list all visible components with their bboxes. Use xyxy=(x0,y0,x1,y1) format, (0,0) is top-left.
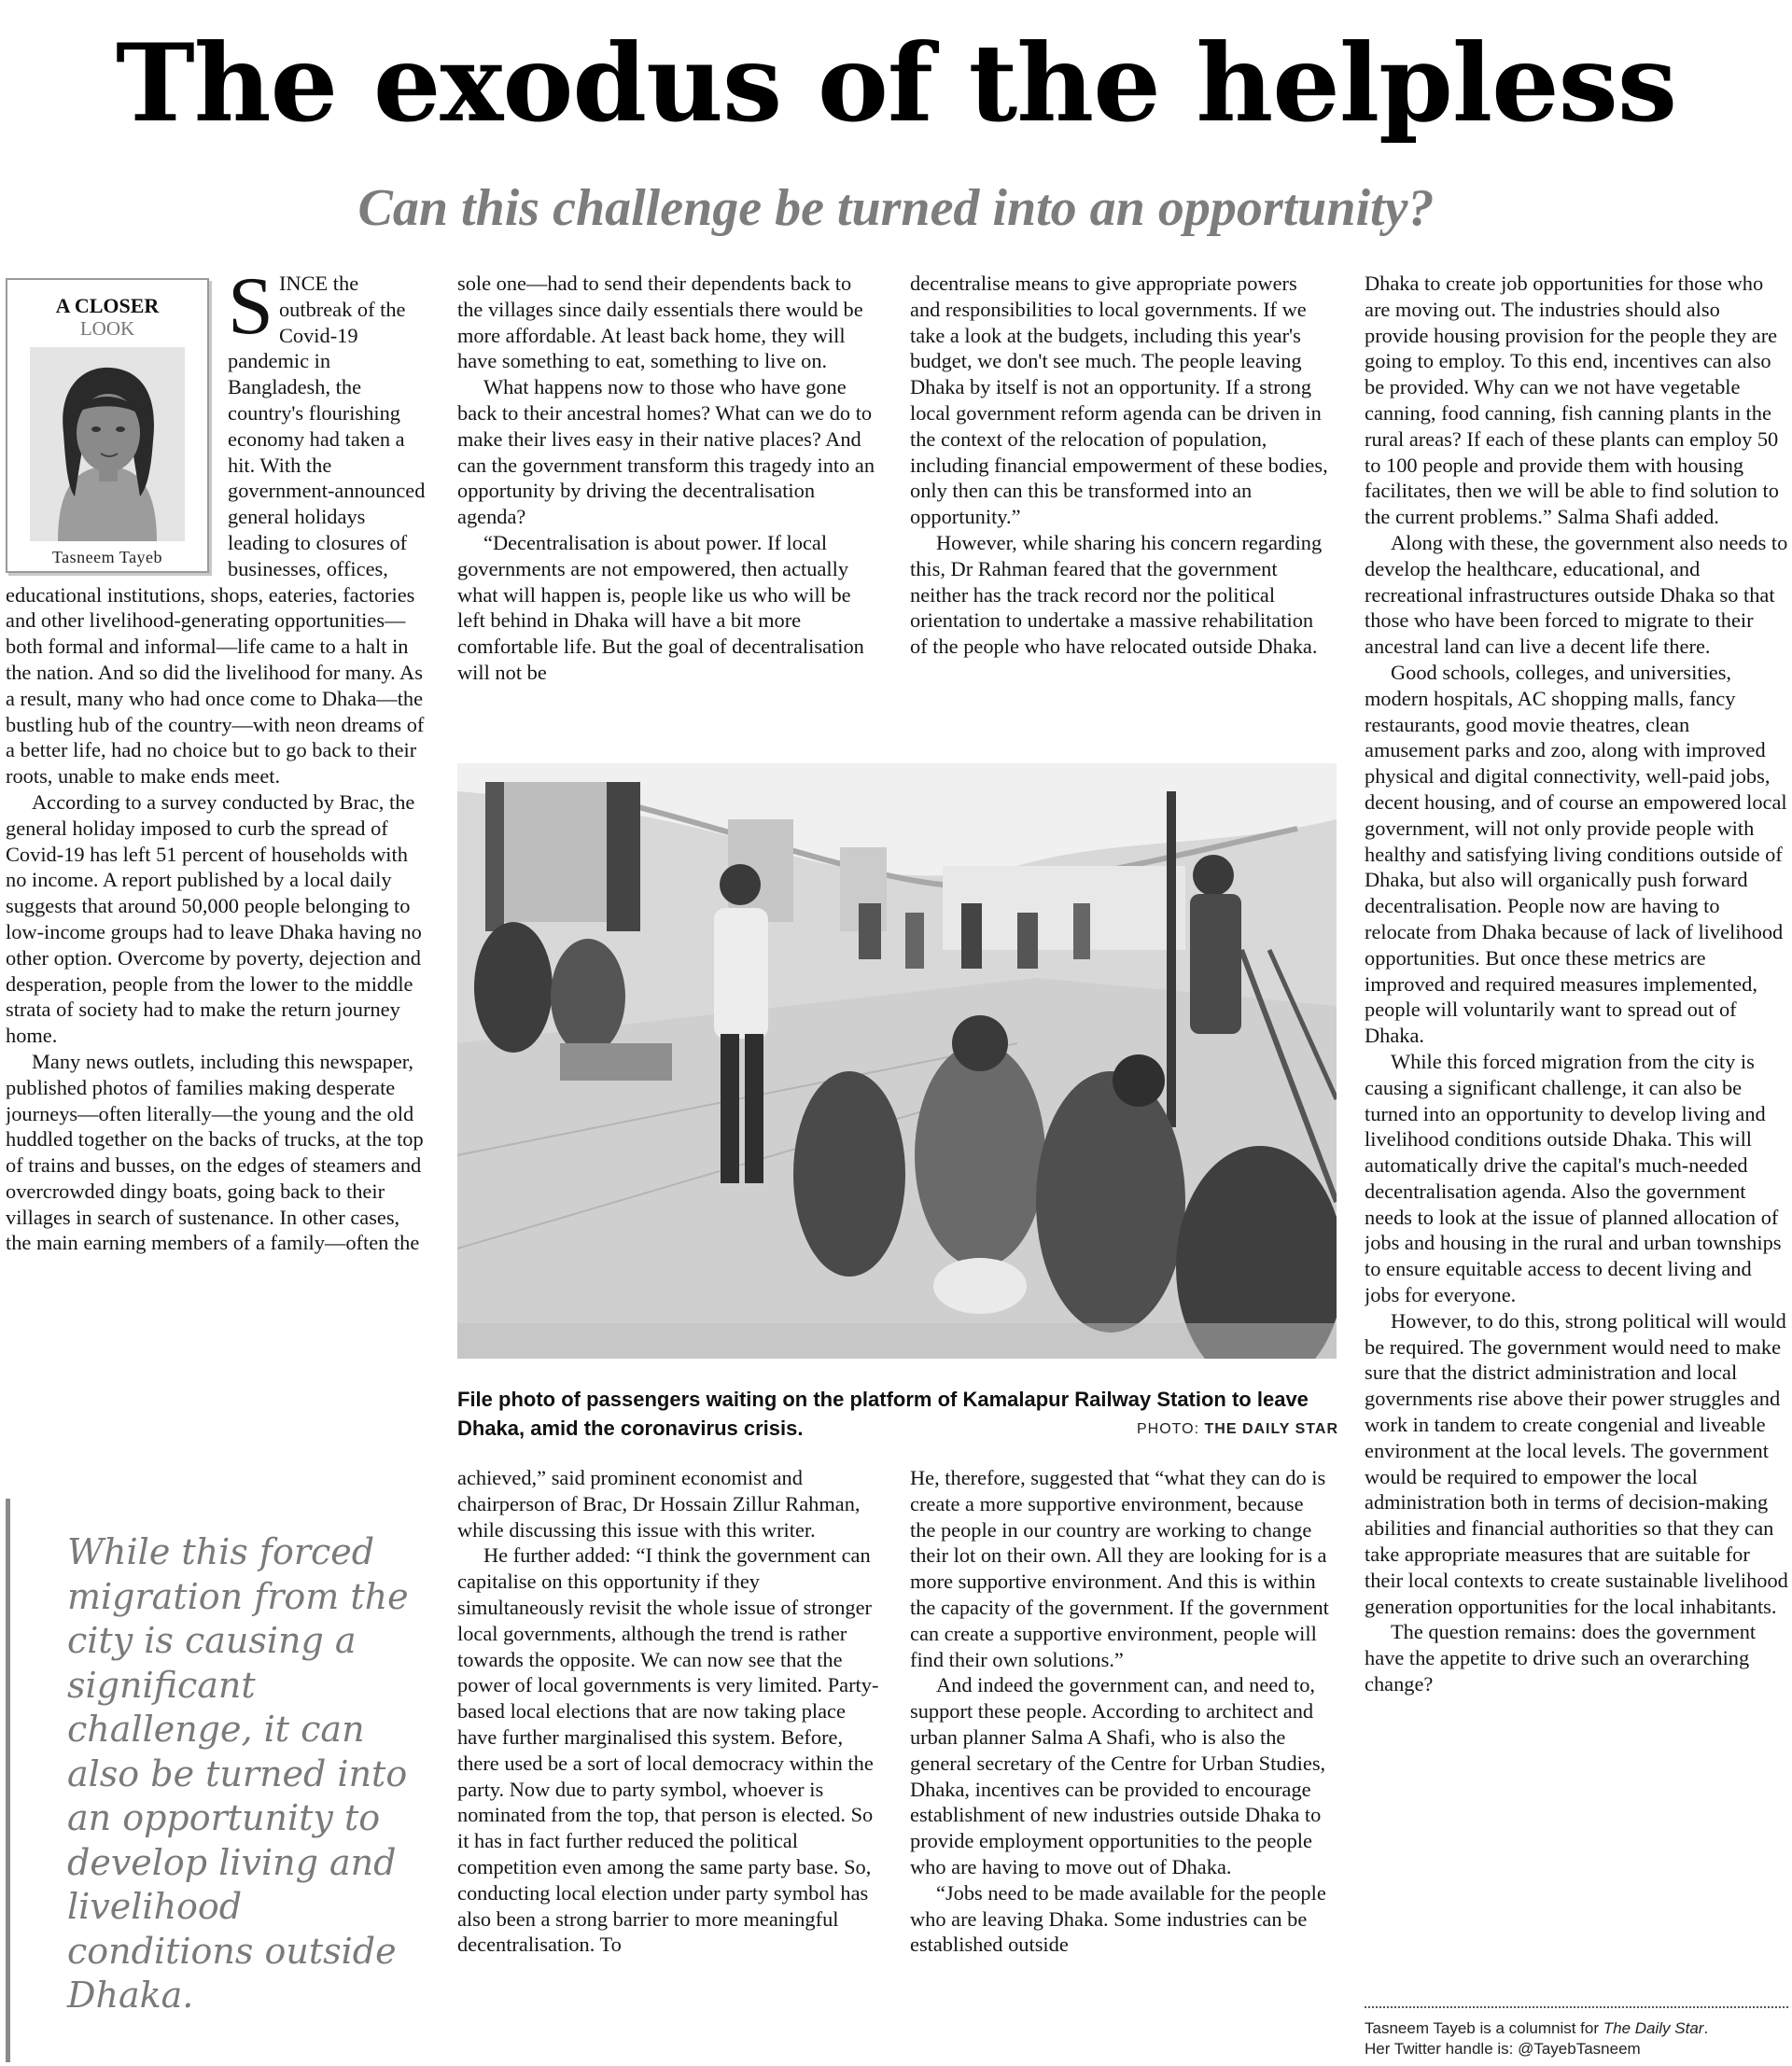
article-column-3-top xyxy=(910,271,1332,748)
article-column-2-bottom xyxy=(457,1465,887,2066)
paragraph: According to a survey conducted by Brac, the general holiday imposed to curb the spread of Covid-19 has left 51 percent of households with no income. A report published by a local daily suggests that around 50,000 people belonging to low-income groups had to leave Dhaka having no other option. Overcome by poverty, dejection and desperation, people from the lower to the middle strata of society had to make the return journey home. xyxy=(6,789,422,1048)
bio-text: Tasneem Tayeb is a columnist for xyxy=(1365,2019,1603,2037)
headline: The exodus of the helpless xyxy=(115,21,1677,146)
column-subtitle: LOOK xyxy=(79,317,135,340)
paragraph-text: INCE the outbreak of the Covid-19 pandemic in Bangladesh, the country's flourishing economy had taken a hit. With the government-announced general holidays leading to closures of businesses, offices, educational institutions, shops, eateries, factories and other livelihood-generating opportunities—both formal and informal—life came to a halt in the nation. And so did the livelihood for many. As a result, many who had once come to Dhaka—the bustling hub of the country—with neon dreams of a better life, had no choice but to go back to their roots, unable to make ends meet. xyxy=(6,272,426,789)
publication-name: The Daily Star xyxy=(1603,2019,1704,2037)
paragraph: However, while sharing his concern regarding this, Dr Rahman feared that the government neither has the track record nor the political orientation to undertake a massive rehabilitation of the people who have relocated outside Dhaka. xyxy=(910,530,1323,659)
paragraph: While this forced migration from the city is causing a significant challenge, it can also be turned into an opportunity to develop living and livelihood conditions outside Dhaka. This will automatically drive the capital's much-needed decentralisation agenda. Also the government needs to look at the issue of planned allocation of jobs and housing in the rural and urban townships to ensure equitable access to decent living and jobs for everyone. xyxy=(1365,1049,1782,1307)
paragraph: And indeed the government can, and need to, support these people. According to architect and urban planner Salma A Shafi, who is also the general secretary of the Centre for Urban Studies, Dhaka, incentives can be provided to encourage establishment of new industries outside Dhaka to provide employment opportunities to the people who are having to move out of Dhaka. xyxy=(910,1673,1326,1878)
news-photo xyxy=(457,763,1337,1359)
pullquote: While this forced migration from the city is causing a significant challenge, it can also be turned into an opportunity to develop living and livelihood conditions outside Dhaka. xyxy=(67,1531,409,2016)
columnist-box xyxy=(6,278,209,573)
author-name: Tasneem Tayeb xyxy=(51,548,163,566)
paragraph: He, therefore, suggested that “what they can do is create a more supportive environment, because the people in our country are working to change their lot on their own. All they are looking for is a more supportive environment. And this is within the capacity of the government. If the government can create a supportive environment, people will find their own solutions.” xyxy=(910,1466,1329,1671)
bio-divider xyxy=(1365,2006,1788,2008)
paragraph: Dhaka to create job opportunities for those who are moving out. The industries should also provide housing provision for the people they are going to employ. To this end, incentives can also be provided. Why can we not have vegetable canning, food canning, fish canning plants in the rural areas? If each of these plants can employ 50 to 100 people and provide them with housing facilitates, then we will be able to find solution to the current problems.” Salma Shafi added. xyxy=(1365,272,1779,529)
author-bio xyxy=(1365,2018,1788,2059)
article-column-1 xyxy=(6,271,426,1474)
paragraph: “Jobs need to be made available for the people who are leaving Dhaka. Some industries can be established outside xyxy=(910,1880,1326,1957)
author-portrait xyxy=(30,347,185,541)
article-column-4 xyxy=(1365,271,1788,2025)
paragraph: Many news outlets, including this newspaper, published photos of families making desperate journeys—often literally—the young and the old huddled together on the backs of trucks, at the top of trains and busses, on the edges of steamers and overcrowded dingy boats, going back to their villages in search of sustenance. In other cases, the main earning members of a family—often the xyxy=(6,1049,424,1255)
paragraph: He further added: “I think the government can capitalise on this opportunity if they simultaneously revisit the whole issue of stronger local governments, although the trend is rather towards the opposite. We can now see that the power of local governments is very limited. Party-based local elections that are now taking place have further marginalised this system. Before, there used be a sort of local democracy within the party. Now due to party symbol, whoever is nominated from the top, that person is elected. So it has in fact further reduced the political competition even among the same party base. So, conducting local election under party symbol has also been a strong barrier to more meaningful decentralisation. To xyxy=(457,1543,879,1957)
paragraph: However, to do this, strong political will would be required. The government would need to make sure that the district administration and local governments rise above their power struggles and work in tandem to create congenial and liveable environment at the local levels. The government would be required to empower the local administration both in terms of decision-making abilities and financial authorities so that they can take appropriate measures that are suitable for their local contexts to create sustainable livelihood generation opportunities for the local inhabitants. xyxy=(1365,1308,1788,1618)
photo-caption: File photo of passengers waiting on the platform of Kamalapur Railway Station to leave Dhaka, amid the coronavirus crisis. xyxy=(457,1388,1309,1440)
photo-credit xyxy=(1137,1421,1338,1438)
photo-credit-prefix: PHOTO: xyxy=(1137,1421,1200,1437)
paragraph: Good schools, colleges, and universities, modern hospitals, AC shopping malls, fancy restaurants, good movie theatres, clean amusement parks and zoo, along with improved physical and digital connectivity, well-paid jobs, decent housing, and of course an empowered local government, will not only provide people with healthy and satisfying living conditions outside of Dhaka, but also will organically push forward decentralisation. People now are having to relocate from Dhaka because of lack of livelihood opportunities. But once these metrics are improved and required measures implemented, people will voluntarily want to spread out of Dhaka. xyxy=(1365,660,1787,1048)
subheadline: Can this challenge be turned into an opportunity? xyxy=(357,179,1435,237)
paragraph: Along with these, the government also needs to develop the healthcare, educational, and recreational infrastructures outside Dhaka so that those who have been forced to migrate to their ancestral land can live a decent life there. xyxy=(1365,530,1788,659)
paragraph: “Decentralisation is about power. If local governments are not empowered, then actually what will happen is, people like us who will be left behind in Dhaka will have a bit more comfortable life. But the goal of decentralisation will not be xyxy=(457,530,864,684)
paragraph: achieved,” said prominent economist and chairperson of Brac, Dr Hossain Zillur Rahman, while discussing this issue with this writer. xyxy=(457,1466,861,1542)
pullquote-rule xyxy=(6,1499,10,2062)
column-title: A CLOSER xyxy=(55,294,160,317)
bio-line-1 xyxy=(1365,2018,1788,2039)
photo-credit-source: THE DAILY STAR xyxy=(1204,1421,1338,1437)
article-column-3-bottom xyxy=(910,1465,1332,2066)
bio-text: . xyxy=(1703,2019,1709,2037)
paragraph: The question remains: does the government have the appetite to drive such an overarching change? xyxy=(1365,1620,1757,1696)
paragraph: decentralise means to give appropriate powers and responsibilities to local governments. If we take a look at the budgets, including this year's budget, we don't see much. The people leaving Dhaka by itself is not an opportunity. If a strong local government reform agenda can be driven in the context of the relocation of population, including financial empowerment of these bodies, only then can this be transformed into an opportunity.” xyxy=(910,272,1328,529)
paragraph: sole one—had to send their dependents back to the villages since daily essentials there would be more affordable. At least back home, they will have something to eat, something to live on. xyxy=(457,272,863,373)
article-column-2-top xyxy=(457,271,877,748)
drop-cap: S xyxy=(228,271,273,352)
railway-platform-photo xyxy=(457,763,1337,1359)
bio-line-2: Her Twitter handle is: @TayebTasneem xyxy=(1365,2040,1641,2058)
paragraph: What happens now to those who have gone back to their ancestral homes? What can we do to make their lives easy in their native places? And can the government transform this tragedy into an opportunity by driving the decentralisation agenda? xyxy=(457,375,875,529)
